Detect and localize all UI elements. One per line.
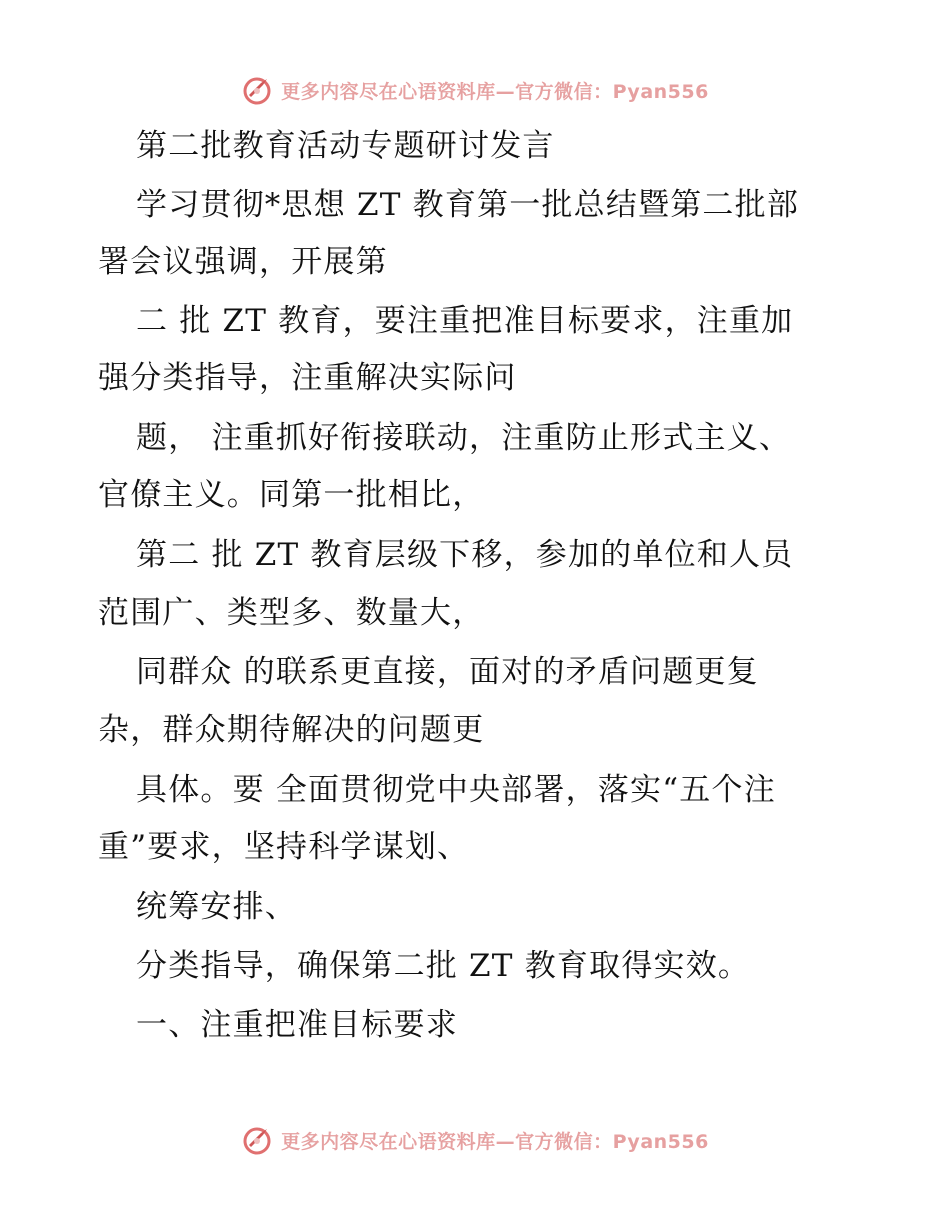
paragraph-line: 同群众 的联系更直接，面对的矛盾问题更复 bbox=[136, 654, 759, 690]
paragraph-line: 杂，群众期待解决的问题更 bbox=[98, 712, 485, 748]
document-title: 第二批教育活动专题研讨发言 bbox=[136, 128, 555, 164]
paragraph-line: 题， 注重抓好衔接联动，注重防止形式主义、 bbox=[136, 420, 792, 456]
brand-logo-icon bbox=[241, 1123, 275, 1157]
watermark-text: 更多内容尽在心语资料库—官方微信：Pyan556 bbox=[281, 80, 709, 103]
section-heading: 一、注重把准目标要求 bbox=[136, 1007, 458, 1043]
paragraph-line: 学习贯彻*思想 ZT 教育第一批总结暨第二批部 bbox=[136, 187, 800, 223]
paragraph-line: 二 批 ZT 教育，要注重把准目标要求，注重加 bbox=[136, 303, 794, 339]
watermark-text: 更多内容尽在心语资料库—官方微信：Pyan556 bbox=[281, 1130, 709, 1153]
paragraph-line: 重”要求，坚持科学谋划、 bbox=[98, 829, 470, 865]
paragraph-line: 分类指导，确保第二批 ZT 教育取得实效。 bbox=[136, 948, 751, 984]
watermark-banner-top bbox=[0, 70, 950, 110]
paragraph-line: 统筹安排、 bbox=[136, 889, 297, 925]
watermark-banner-bottom bbox=[0, 1120, 950, 1160]
paragraph-line: 范围广、类型多、数量大， bbox=[98, 595, 485, 631]
paragraph-line: 官僚主义。同第一批相比， bbox=[98, 477, 485, 513]
paragraph-line: 第二 批 ZT 教育层级下移，参加的单位和人员 bbox=[136, 537, 794, 573]
paragraph-line: 署会议强调，开展第 bbox=[98, 244, 388, 280]
brand-logo-icon bbox=[241, 73, 275, 107]
paragraph-line: 具体。要 全面贯彻党中央部署，落实“五个注 bbox=[136, 772, 776, 808]
paragraph-line: 强分类指导，注重解决实际问 bbox=[98, 360, 517, 396]
